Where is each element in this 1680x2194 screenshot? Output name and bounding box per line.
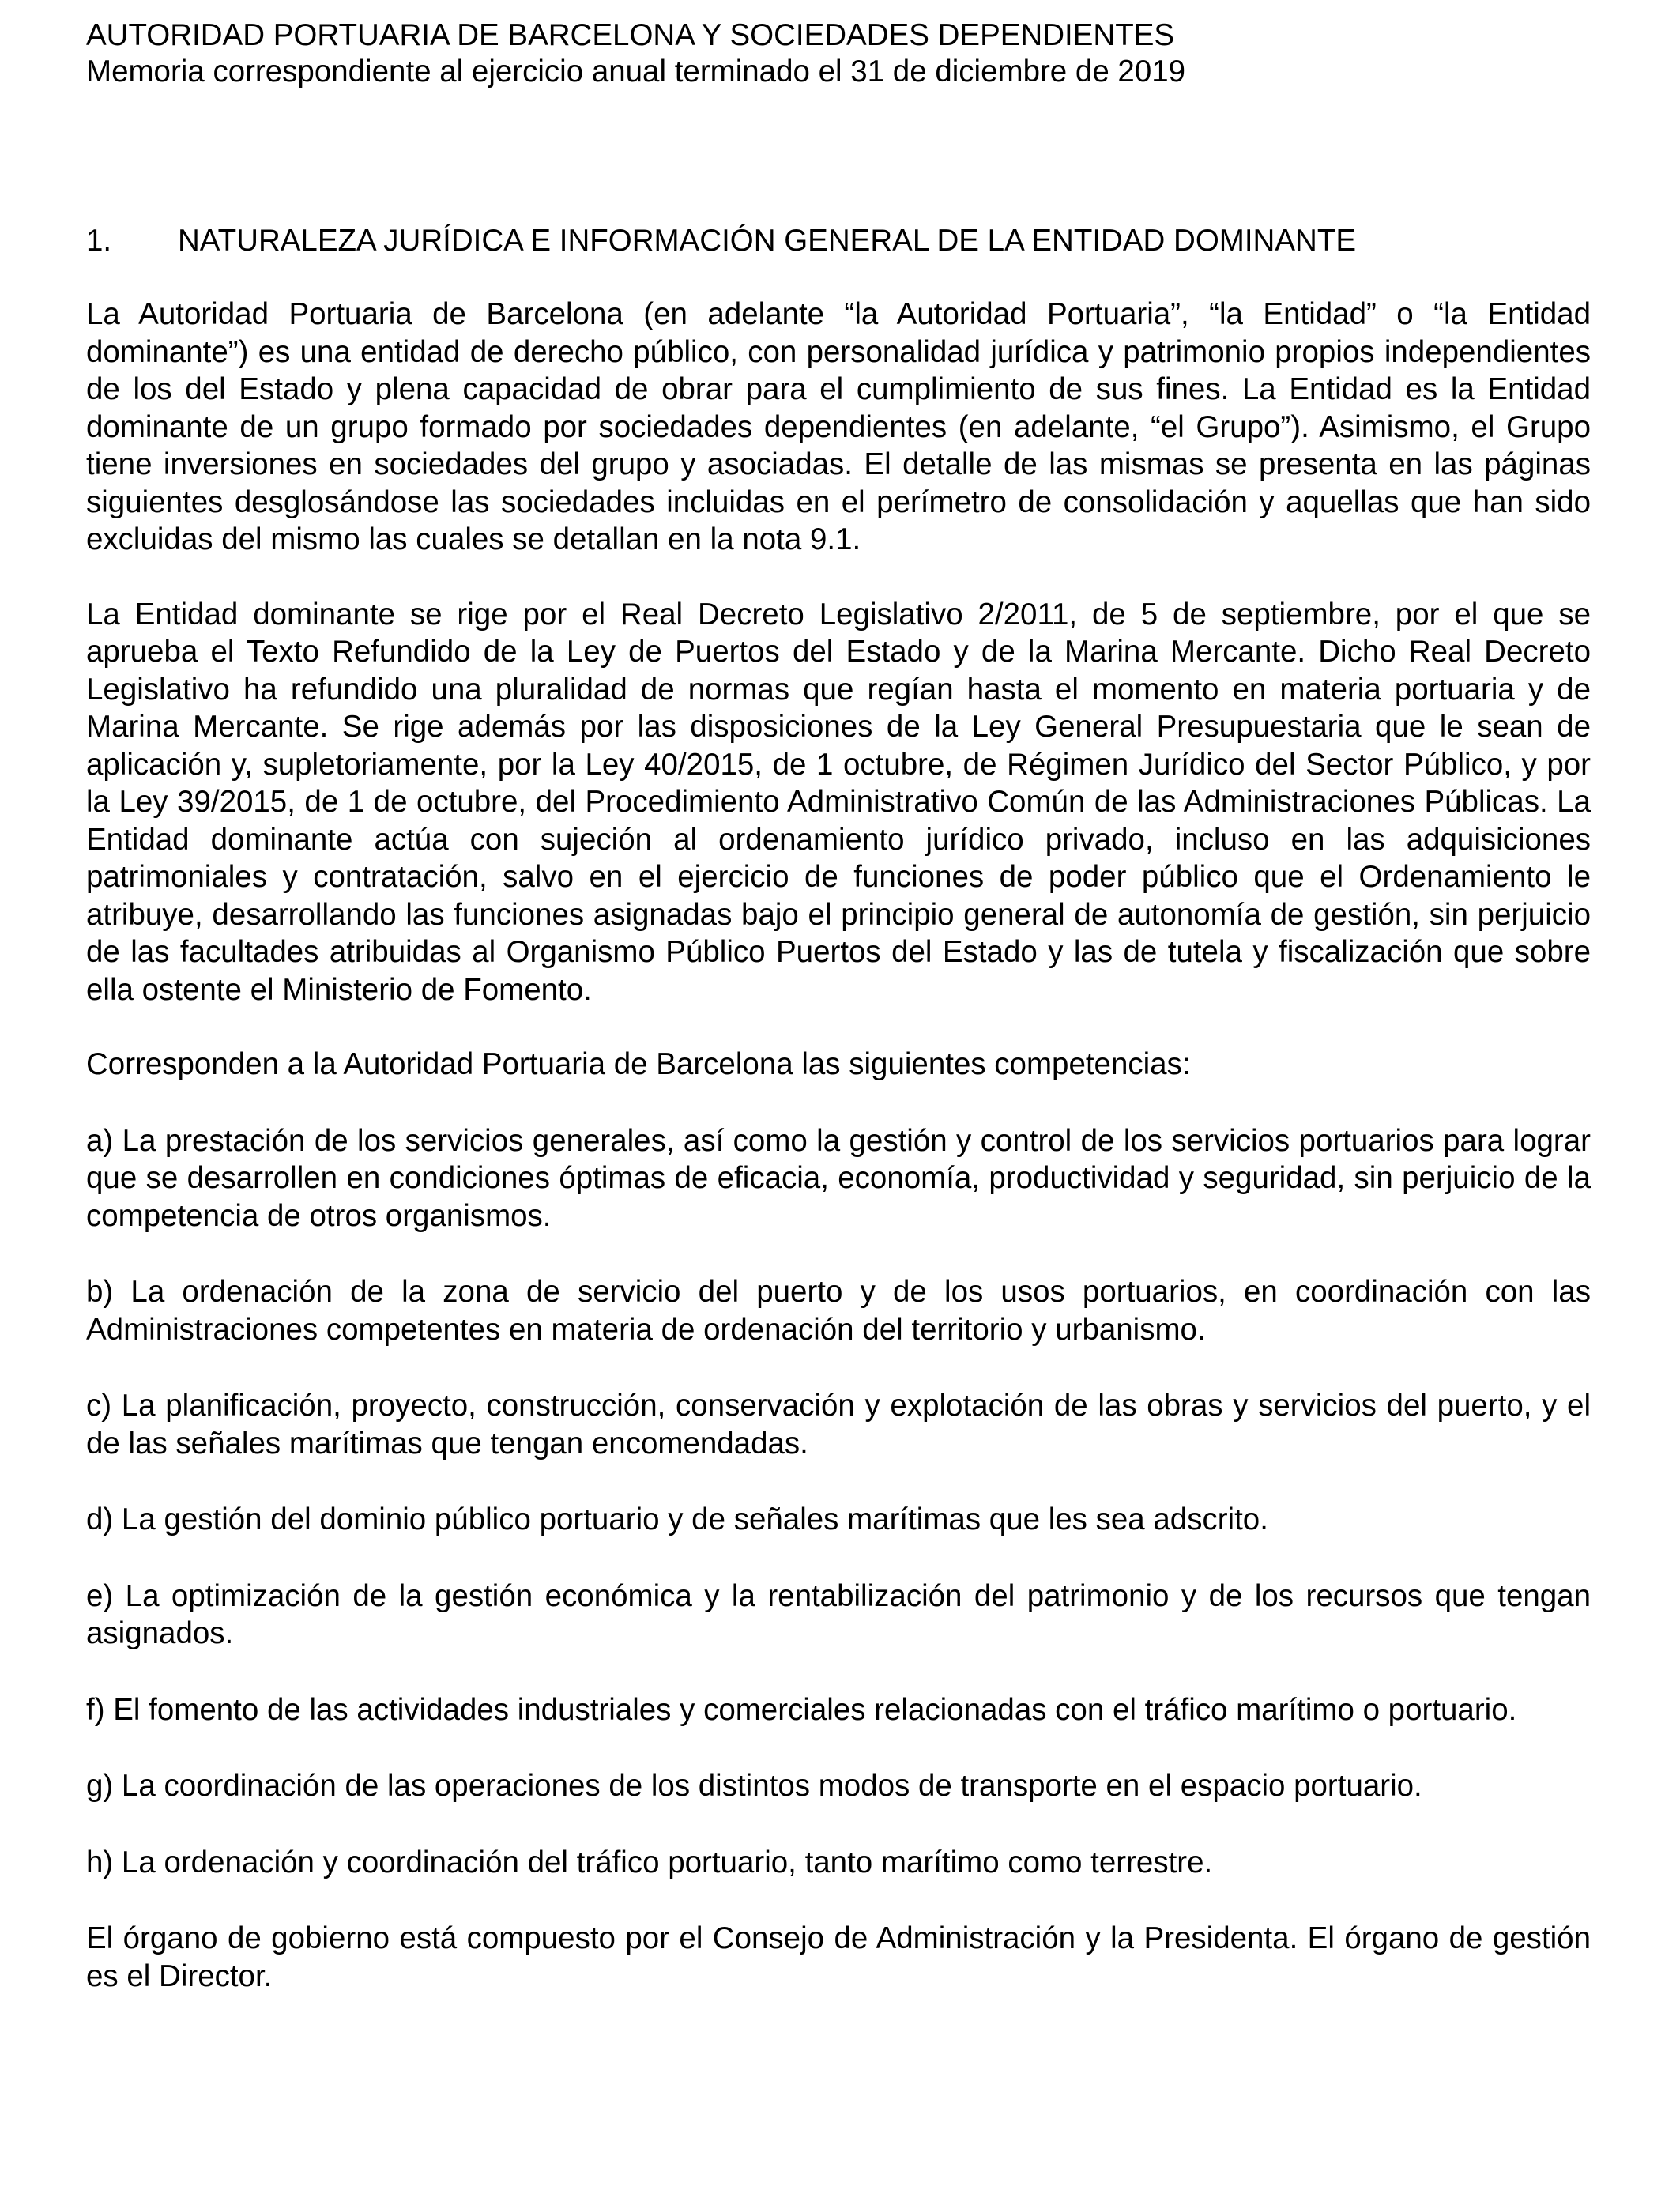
competencia-item-d: d) La gestión del dominio público portuario y de señales marítimas que les sea adscrito. <box>86 1502 1268 1536</box>
section-heading <box>86 223 1591 259</box>
paragraph-competencias-intro: Corresponden a la Autoridad Portuaria de Barcelona las siguientes competencias: <box>86 1047 1191 1081</box>
paragraph-organos-gobierno: El órgano de gobierno está compuesto por el Consejo de Administración y la Presidenta. El órgano de gestión es el Director. <box>86 1921 1591 1993</box>
competencia-item-a: a) La prestación de los servicios generales, así como la gestión y control de los servicios portuarios para lograr que se desarrollen en condiciones óptimas de eficacia, economía, productividad y seguridad, sin perjuicio de la competencia de otros organismos. <box>86 1123 1591 1233</box>
competencia-item-e: e) La optimización de la gestión económica y la rentabilización del patrimonio y de los recursos que tengan asignados. <box>86 1578 1591 1650</box>
document-header-subtitle: Memoria correspondiente al ejercicio anual terminado el 31 de diciembre de 2019 <box>86 55 1186 89</box>
competencia-item-h: h) La ordenación y coordinación del tráfico portuario, tanto marítimo como terrestre. <box>86 1845 1213 1879</box>
document-header-title: AUTORIDAD PORTUARIA DE BARCELONA Y SOCIEDADES DEPENDIENTES <box>86 18 1175 52</box>
section-number: 1. <box>86 224 112 258</box>
competencia-item-f: f) El fomento de las actividades industriales y comerciales relacionadas con el tráfico marítimo o portuario. <box>86 1692 1517 1727</box>
competencia-item-b: b) La ordenación de la zona de servicio del puerto y de los usos portuarios, en coordinación con las Administraciones competentes en materia de ordenación del territorio y urbanismo. <box>86 1275 1591 1347</box>
page-content <box>86 17 1591 1995</box>
competencia-item-g: g) La coordinación de las operaciones de los distintos modos de transporte en el espacio portuario. <box>86 1769 1422 1803</box>
competencia-item-c: c) La planificación, proyecto, construcción, conservación y explotación de las obras y servicios del puerto, y el de las señales marítimas que tengan encomendadas. <box>86 1389 1591 1461</box>
paragraph-naturaleza: La Autoridad Portuaria de Barcelona (en adelante “la Autoridad Portuaria”, “la Entidad” o “la Entidad dominante”) es una entidad de derecho público, con personalidad jurídica y patrimonio propios independientes de los del Estado y plena capacidad de obrar para el cumplimiento de sus fines. La Entidad es la Entidad dominante de un grupo formado por sociedades dependientes (en adelante, “el Grupo”). Asimismo, el Grupo tiene inversiones en sociedades del grupo y asociadas. El detalle de las mismas se presenta en las páginas siguientes desglosándose las sociedades incluidas en el perímetro de consolidación y aquellas que han sido excluidas del mismo las cuales se detallan en la nota 9.1. <box>86 297 1591 556</box>
section-title: NATURALEZA JURÍDICA E INFORMACIÓN GENERAL DE LA ENTIDAD DOMINANTE <box>178 224 1357 258</box>
paragraph-regimen-juridico: La Entidad dominante se rige por el Real Decreto Legislativo 2/2011, de 5 de septiembre, por el que se aprueba el Texto Refundido de la Ley de Puertos del Estado y de la Marina Mercante. Dicho Real Decreto Legislativo ha refundido una pluralidad de normas que regían hasta el momento en materia portuaria y de Marina Mercante. Se rige además por las disposiciones de la Ley General Presupuestaria que le sean de aplicación y, supletoriamente, por la Ley 40/2015, de 1 octubre, de Régimen Jurídico del Sector Público, y por la Ley 39/2015, de 1 de octubre, del Procedimiento Administrativo Común de las Administraciones Públicas. La Entidad dominante actúa con sujeción al ordenamiento jurídico privado, incluso en las adquisiciones patrimoniales y contratación, salvo en el ejercicio de funciones de poder público que el Ordenamiento le atribuye, desarrollando las funciones asignadas bajo el principio general de autonomía de gestión, sin perjuicio de las facultades atribuidas al Organismo Público Puertos del Estado y las de tutela y fiscalización que sobre ella ostente el Ministerio de Fomento. <box>86 597 1591 1007</box>
